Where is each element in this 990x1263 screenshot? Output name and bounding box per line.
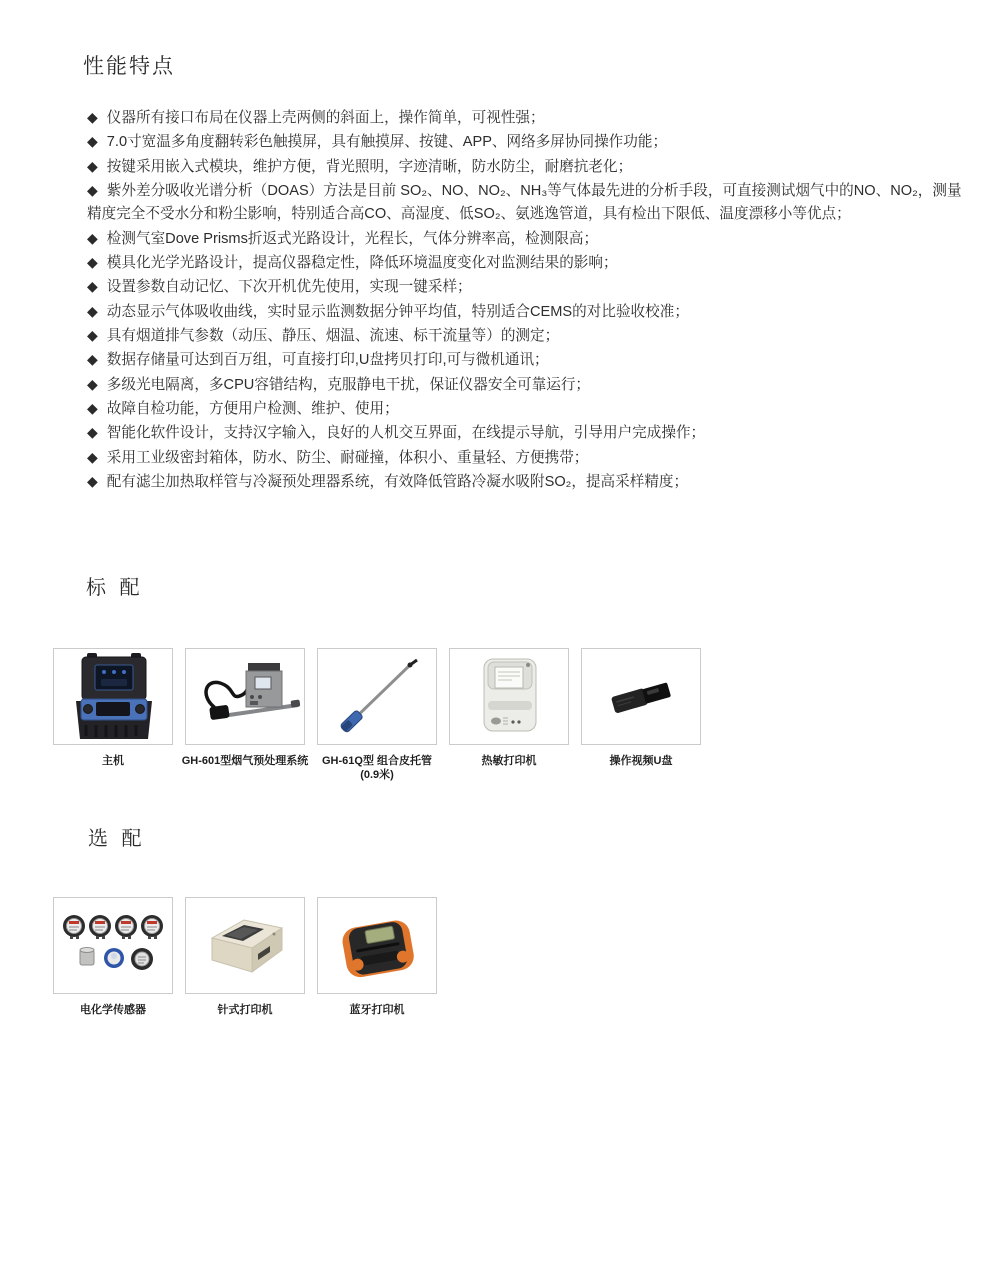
product-card-thermal-printer xyxy=(449,648,569,782)
product-caption: 操作视频U盘 xyxy=(609,755,673,767)
diamond-bullet-icon: ◆ xyxy=(87,157,98,174)
feature-text: 仪器所有接口布局在仪器上壳两侧的斜面上，操作简单，可视性强； xyxy=(106,110,545,126)
diamond-bullet-icon: ◆ xyxy=(87,327,98,344)
thermal-printer-image xyxy=(449,648,569,745)
diamond-bullet-icon: ◆ xyxy=(87,351,98,368)
feature-item xyxy=(84,324,968,348)
optional-products-row xyxy=(53,897,437,1017)
pitot-tube-image xyxy=(317,648,437,745)
diamond-bullet-icon: ◆ xyxy=(87,254,98,271)
feature-text: 设置参数自动记忆、下次开机优先使用，实现一键采样； xyxy=(106,279,472,296)
feature-item xyxy=(84,421,968,445)
feature-item xyxy=(84,470,968,494)
diamond-bullet-icon: ◆ xyxy=(87,278,98,295)
product-card-gas-pretreatment xyxy=(181,648,309,782)
feature-text: 故障自检功能，方便用户检测、维护、使用； xyxy=(106,401,399,418)
feature-item xyxy=(84,397,968,421)
feature-item xyxy=(84,227,968,251)
diamond-bullet-icon: ◆ xyxy=(87,424,98,441)
diamond-bullet-icon: ◆ xyxy=(87,400,98,417)
product-card-electrochemical-sensors xyxy=(53,897,173,1017)
feature-item xyxy=(84,251,968,275)
diamond-bullet-icon: ◆ xyxy=(87,302,98,319)
feature-list xyxy=(84,106,968,495)
feature-item xyxy=(84,300,968,324)
feature-text: 7.0寸宽温多角度翻转彩色触摸屏，具有触摸屏、按键、APP、网络多屏协同操作功能； xyxy=(106,134,668,151)
feature-item xyxy=(84,348,968,372)
feature-item xyxy=(84,373,968,397)
diamond-bullet-icon: ◆ xyxy=(87,375,98,392)
electrochemical-sensors-image xyxy=(53,897,173,994)
product-card-usb-drive xyxy=(581,648,701,782)
feature-item xyxy=(84,106,968,130)
product-caption: GH-61Q型 组合皮托管 xyxy=(321,755,432,767)
product-card-bluetooth-printer xyxy=(317,897,437,1017)
section-heading-standard: 标 配 xyxy=(86,577,144,599)
diamond-bullet-icon: ◆ xyxy=(87,182,98,199)
diamond-bullet-icon: ◆ xyxy=(87,133,98,150)
product-caption: 主机 xyxy=(102,755,124,767)
product-caption: 针式打印机 xyxy=(217,1004,273,1016)
diamond-bullet-icon: ◆ xyxy=(87,229,98,246)
feature-text: 配有滤尘加热取样管与冷凝预处理器系统，有效降低管路冷凝水吸附SO₂，提高采样精度； xyxy=(106,474,689,491)
usb-drive-image xyxy=(581,648,701,745)
feature-text: 具有烟道排气参数（动压、静压、烟温、流速、标干流量等）的测定； xyxy=(106,328,560,345)
feature-text: 采用工业级密封箱体，防水、防尘、耐碰撞，体积小、重量轻、方便携带； xyxy=(106,449,589,466)
feature-text: 智能化软件设计，支持汉字输入，良好的人机交互界面，在线提示导航，引导用户完成操作； xyxy=(106,425,706,442)
feature-text: 紫外差分吸收光谱分析（DOAS）方法是目前 SO₂、NO、NO₂、NH₃等气体最先进的分析手段，可直接测试烟气中的NO、NO₂，测量精度完全不受水分和粉尘影响，特别适合高CO、高湿度、低SO₂、氨逃逸管道，具有检出下限低、温度漂移小等优点； xyxy=(87,183,962,223)
product-caption: 热敏打印机 xyxy=(481,755,537,767)
section-heading-optional: 选 配 xyxy=(88,828,146,850)
product-card-main-unit xyxy=(53,648,173,782)
diamond-bullet-icon: ◆ xyxy=(87,109,98,125)
feature-item xyxy=(84,275,968,299)
product-caption: 电化学传感器 xyxy=(80,1004,146,1016)
page-title: 性能特点 xyxy=(83,55,175,78)
main-unit-image xyxy=(53,648,173,745)
feature-item xyxy=(84,446,968,470)
feature-text: 检测气室Dove Prisms折返式光路设计，光程长，气体分辨率高，检测限高； xyxy=(106,230,599,247)
feature-text: 多级光电隔离，多CPU容错结构，克服静电干扰，保证仪器安全可靠运行； xyxy=(106,376,591,393)
feature-item xyxy=(84,130,968,154)
product-card-pitot-tube xyxy=(317,648,437,782)
diamond-bullet-icon: ◆ xyxy=(87,448,98,465)
feature-text: 动态显示气体吸收曲线，实时显示监测数据分钟平均值，特别适合CEMS的对比验收校准； xyxy=(106,303,689,320)
product-caption: GH-601型烟气预处理系统 xyxy=(181,755,309,767)
bluetooth-printer-image xyxy=(317,897,437,994)
product-caption-line2: (0.9米) xyxy=(360,769,394,781)
product-card-dot-matrix-printer xyxy=(185,897,305,1017)
diamond-bullet-icon: ◆ xyxy=(87,473,98,490)
feature-item xyxy=(84,179,968,227)
dot-matrix-printer-image xyxy=(185,897,305,994)
standard-products-row xyxy=(53,648,701,782)
gas-pretreatment-system-image xyxy=(185,648,305,745)
feature-text: 数据存储量可达到百万组，可直接打印,U盘拷贝打印,可与微机通讯； xyxy=(106,352,549,369)
feature-text: 模具化光学光路设计，提高仪器稳定性，降低环境温度变化对监测结果的影响； xyxy=(106,255,618,272)
feature-text: 按键采用嵌入式模块，维护方便，背光照明，字迹清晰，防水防尘，耐磨抗老化； xyxy=(106,158,633,175)
product-caption: 蓝牙打印机 xyxy=(349,1004,405,1016)
feature-item xyxy=(84,155,968,179)
